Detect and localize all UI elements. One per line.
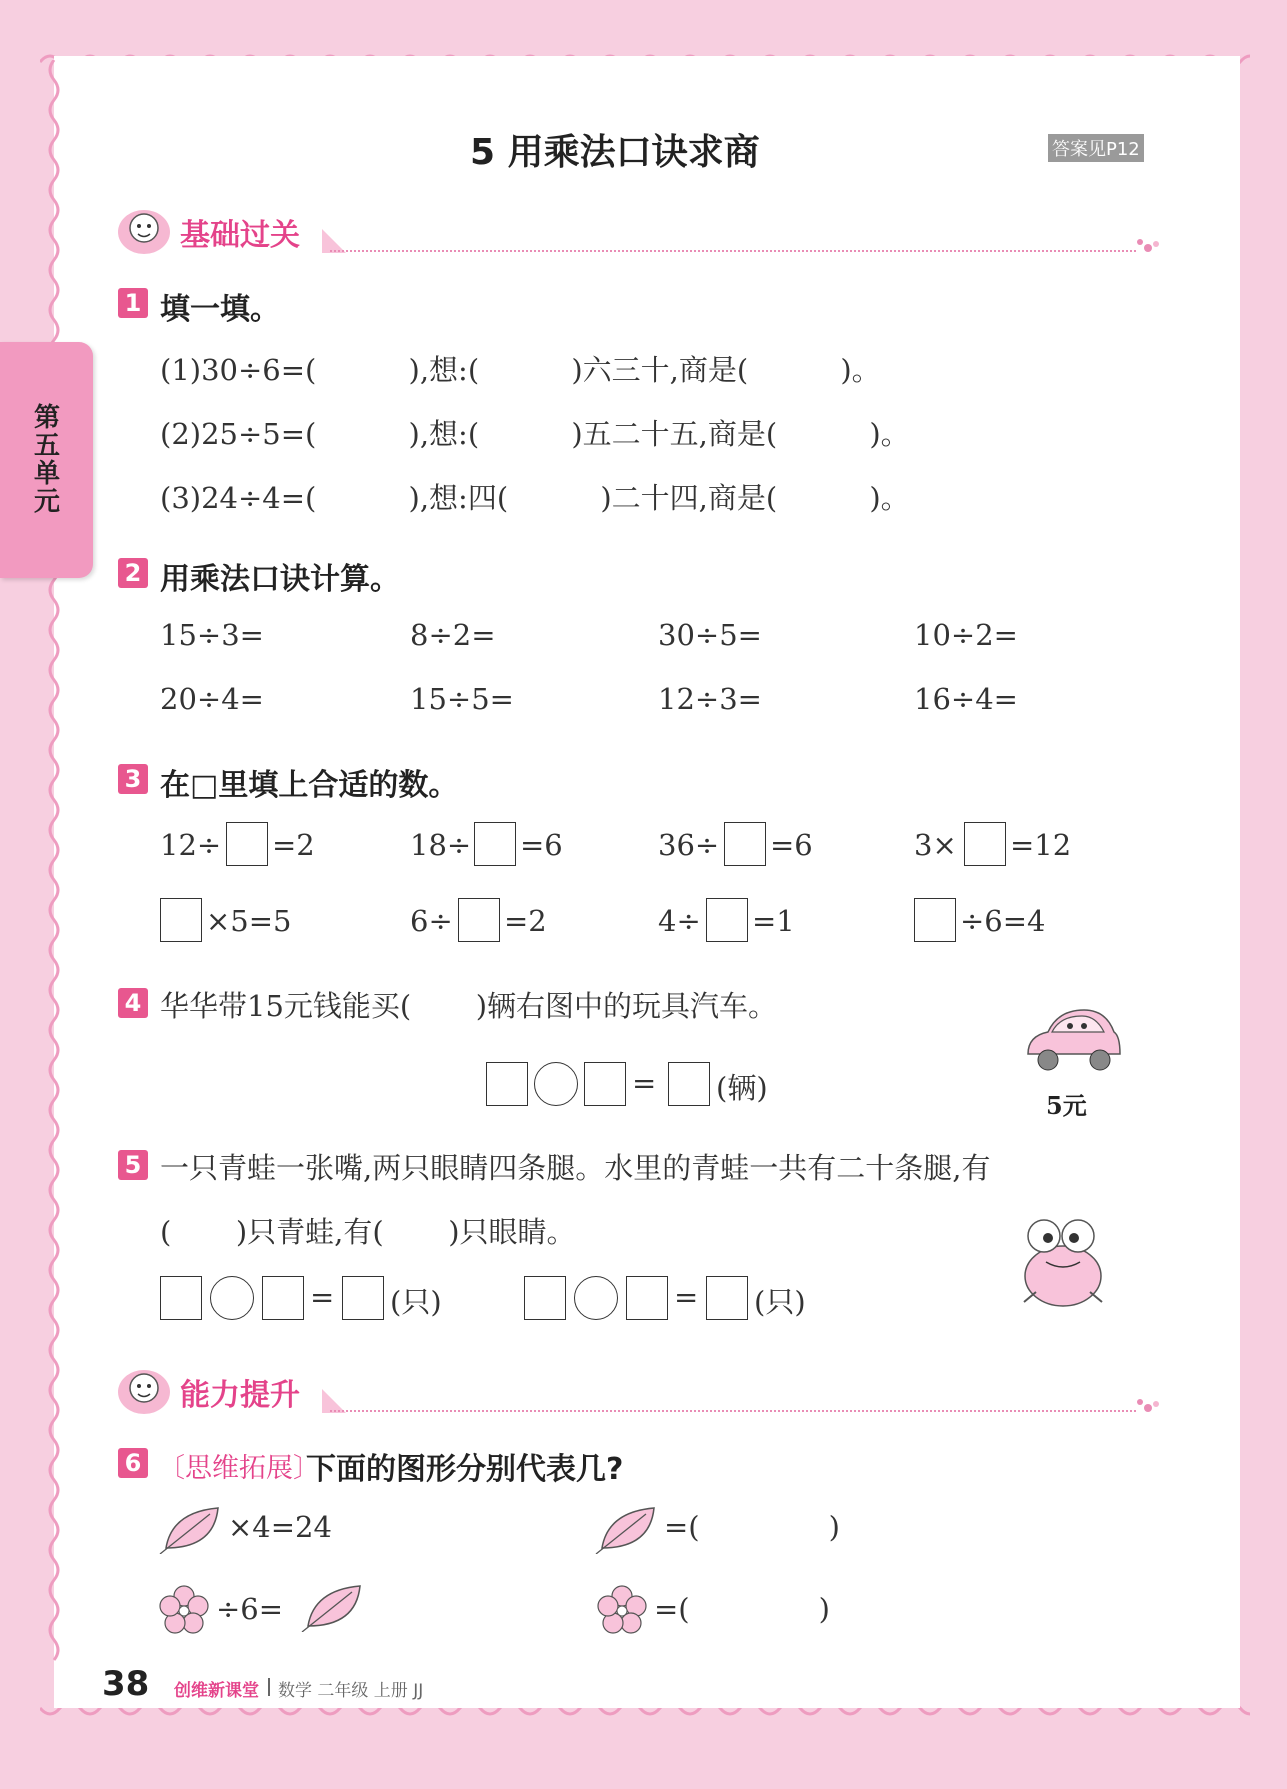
question-prompt: 在□里填上合适的数。 — [160, 768, 459, 803]
operator-circle[interactable] — [534, 1062, 578, 1106]
question-prompt: 填一填。 — [160, 292, 280, 327]
frog-icon — [1010, 1206, 1116, 1316]
mascot-icon — [116, 1366, 172, 1414]
equals-sign: = — [632, 1066, 657, 1100]
footer-brand: 创维新课堂 — [174, 1681, 259, 1701]
answer-box[interactable] — [706, 1276, 748, 1320]
answer-box[interactable] — [584, 1062, 626, 1106]
equation-text: ÷6= — [216, 1592, 284, 1626]
unit-tab — [0, 342, 93, 578]
answer-box[interactable] — [668, 1062, 710, 1106]
question-number: 6 — [118, 1448, 148, 1478]
section-title-advanced: 能力提升 — [180, 1378, 300, 1413]
equation-suffix: ÷6=4 — [960, 904, 1046, 938]
section-divider — [330, 1410, 1136, 1412]
question-prompt: 用乘法口诀计算。 — [160, 562, 400, 597]
answer-box[interactable] — [706, 898, 748, 942]
unit-tab-label: 第五单元 — [33, 403, 60, 517]
equation-suffix: =6 — [770, 828, 813, 862]
question-number: 1 — [118, 288, 148, 318]
answer-box[interactable] — [458, 898, 500, 942]
answer-box[interactable] — [474, 822, 516, 866]
question-number: 2 — [118, 558, 148, 588]
calc-item: 30÷5= — [658, 618, 762, 652]
equation-suffix: =6 — [520, 828, 563, 862]
section-divider — [330, 250, 1136, 252]
calc-item: 20÷4= — [160, 682, 264, 716]
question-number: 5 — [118, 1150, 148, 1180]
leaf-icon — [158, 1504, 224, 1554]
calc-item: 10÷2= — [914, 618, 1018, 652]
equation-prefix: 36÷ — [658, 828, 720, 862]
page-number: 38 — [102, 1664, 150, 1704]
flower-icon — [158, 1584, 210, 1636]
fill-blank-line: (3)24÷4=( ),想:四( )二十四,商是( )。 — [160, 481, 910, 515]
flower-icon — [596, 1584, 648, 1636]
leaf-icon — [300, 1582, 366, 1632]
dots-decoration — [1134, 234, 1162, 254]
equation-suffix: =2 — [504, 904, 547, 938]
leaf-icon — [594, 1504, 660, 1554]
answer-box[interactable] — [226, 822, 268, 866]
page-title: 5 用乘法口诀求商 — [470, 132, 760, 173]
equals-sign: = — [310, 1280, 335, 1314]
operator-circle[interactable] — [210, 1276, 254, 1320]
answer-box[interactable] — [160, 1276, 202, 1320]
answer-box[interactable] — [486, 1062, 528, 1106]
answer-box[interactable] — [342, 1276, 384, 1320]
equation-prefix: 6÷ — [410, 904, 453, 938]
answer-box[interactable] — [160, 898, 202, 942]
price-label: 5元 — [1046, 1091, 1087, 1120]
answer-box[interactable] — [626, 1276, 668, 1320]
footer-info: 数学 二年级 上册 JJ — [278, 1681, 424, 1701]
equation-text: ×4=24 — [228, 1510, 332, 1544]
answer-box[interactable] — [724, 822, 766, 866]
equation-suffix: =12 — [1010, 828, 1072, 862]
equation-suffix: =2 — [272, 828, 315, 862]
answer-box[interactable] — [914, 898, 956, 942]
equation-suffix: =1 — [752, 904, 795, 938]
question-text-continued: ( )只青蛙,有( )只眼睛。 — [160, 1215, 576, 1249]
calc-item: 16÷4= — [914, 682, 1018, 716]
answer-parentheses: =( ) — [654, 1592, 830, 1626]
question-text: 一只青蛙一张嘴,两只眼睛四条腿。水里的青蛙一共有二十条腿,有 — [160, 1151, 991, 1185]
toy-car-icon — [1018, 1002, 1122, 1078]
answer-box[interactable] — [964, 822, 1006, 866]
thinking-extension-tag: 〔思维拓展〕 — [158, 1453, 320, 1484]
unit-label: (辆) — [716, 1071, 768, 1105]
mascot-icon — [116, 206, 172, 254]
equation-prefix: 3× — [914, 828, 957, 862]
calc-item: 15÷5= — [410, 682, 514, 716]
equation-prefix: 18÷ — [410, 828, 472, 862]
operator-circle[interactable] — [574, 1276, 618, 1320]
equals-sign: = — [674, 1280, 699, 1314]
question-prompt: 下面的图形分别代表几? — [306, 1452, 624, 1487]
wavy-border-left — [44, 60, 66, 1710]
equation-suffix: ×5=5 — [206, 904, 292, 938]
calc-item: 8÷2= — [410, 618, 496, 652]
unit-label: (只) — [754, 1285, 806, 1319]
question-number: 4 — [118, 988, 148, 1018]
equation-prefix: 12÷ — [160, 828, 222, 862]
answer-parentheses: =( ) — [664, 1510, 840, 1544]
unit-label: (只) — [390, 1285, 442, 1319]
answer-box[interactable] — [262, 1276, 304, 1320]
question-text: 华华带15元钱能买( )辆右图中的玩具汽车。 — [160, 989, 778, 1023]
section-title-basic: 基础过关 — [180, 218, 300, 253]
answer-box[interactable] — [524, 1276, 566, 1320]
calc-item: 12÷3= — [658, 682, 762, 716]
fill-blank-line: (1)30÷6=( ),想:( )六三十,商是( )。 — [160, 353, 881, 387]
equation-prefix: 4÷ — [658, 904, 701, 938]
footer-divider — [268, 1678, 270, 1696]
dots-decoration — [1134, 1394, 1162, 1414]
question-number: 3 — [118, 764, 148, 794]
calc-item: 15÷3= — [160, 618, 264, 652]
answer-reference: 答案见P12 — [1048, 134, 1144, 162]
fill-blank-line: (2)25÷5=( ),想:( )五二十五,商是( )。 — [160, 417, 910, 451]
